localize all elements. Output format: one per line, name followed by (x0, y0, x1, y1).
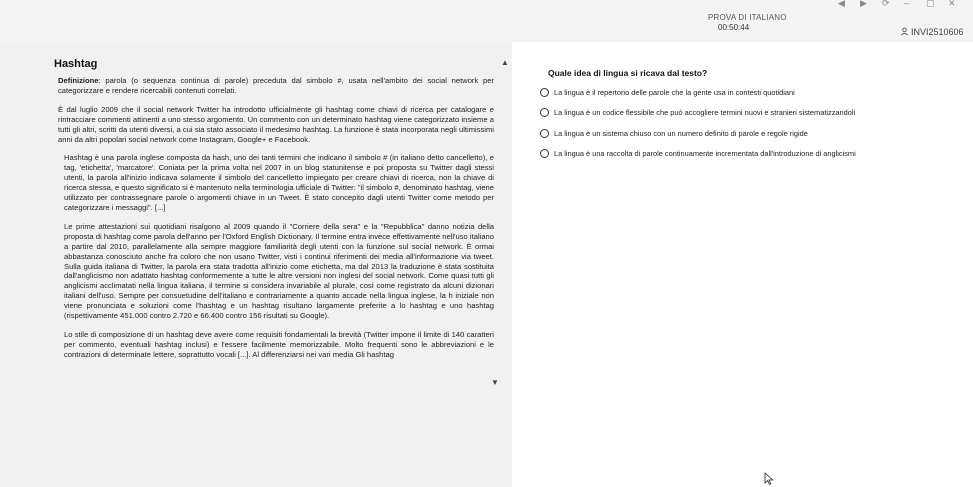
paragraph: Hashtag è una parola inglese composta da hash, uno dei tanti termini che indicano il simbolo # (in italiano detto cancelletto), e tag, 'etichetta', 'marcatore'. Coniata per la prima volta nel 2007 in un blog statunitense e poi proposta su Twitter dagli stessi utenti, la parola all'inizio indicava solamente il simbolo del cancelletto impiegato per creare chiavi di ricerca, non la chiave di ricerca stessa, e questo significato si è mantenuto nella terminologia ufficiale di Twitter: "il simbolo #, denominato hashtag, viene utilizzato per contrassegnare parole o argomenti chiave in un Tweet. È stato concepito dagli utenti Twitter come metodo per categorizzare i messaggi". [...] (64, 153, 495, 212)
paragraph (58, 76, 494, 96)
paragraph: Lo stile di composizione di un hashtag deve avere come requisiti fondamentali la brevità (Twitter impone il limite di 140 caratteri per commento, eventuali hashtag inclusi) e l'essere facilmente memorizzabile. Molto frequenti sono le abbreviazioni e le contrazioni di determinate lettere, soprattutto vocali [...]. Al differenziarsi nei vari media Gli hashtag (64, 329, 494, 359)
passage-title: Hashtag (54, 58, 98, 70)
answer-option[interactable] (540, 107, 960, 119)
answer-option-label: La lingua è un codice flessibile che può accogliere termini nuovi e stranieri sistematizzandoli (554, 108, 856, 117)
radio-button[interactable] (540, 129, 549, 138)
window-icon[interactable]: ▢ (926, 0, 935, 8)
question-text: Quale idea di lingua si ricava dal testo? (548, 68, 708, 78)
timer: 00:50:44 (718, 23, 750, 32)
answer-option[interactable] (540, 86, 960, 98)
radio-button[interactable] (540, 149, 549, 158)
exam-name: PROVA DI ITALIANO (708, 13, 787, 22)
paragraph: È dal luglio 2009 che il social network Twitter ha introdotto ufficialmente gli hashtag come chiavi di ricerca per catalogare e rintracciare commenti attinenti a uno stesso argomento. Un commento con un determinato hashtag viene categorizzato insieme a tutti gli altri, scritti da utenti diversi, a cui sia stato associato il medesimo hashtag. La funzione è stata incorporata negli ultimissimi anni da altri popolari social network come Instagram, Google+ e Facebook. (58, 104, 494, 144)
answer-option-label: La lingua è il repertorio delle parole che la gente usa in contesti quotidiani (554, 87, 795, 97)
user-id-text: INVI2510606 (911, 27, 964, 37)
passage-text (58, 76, 495, 394)
user-icon (900, 27, 909, 36)
mouse-cursor-icon (764, 472, 774, 485)
answer-options (540, 86, 960, 168)
top-bar (0, 0, 973, 42)
paragraph: Le prime attestazioni sui quotidiani risalgono al 2009 quando il "Corriere della sera" e la "Repubblica" danno notizia della proposta di hashtag come parola dell'anno per l'Oxford English Dictionary. Il termine entra invece effettivamente nell'uso italiano a partire dal 2010, parallelamente alla sempre maggiore familiarità degli utenti con la funzione sul social network. È ormai abbastanza conosciuto anche fra coloro che non usano Twitter, visti i continui riferimenti dei media all'informazione via tweet. Sulla guida italiana di Twitter, la parola era stata tradotta all'inizio come etichetta, ma dal 2013 la traduzione è stata sostituita dall'anglicismo non adattato hashtag conformemente a tutte le altre versioni non inglesi del social network. Come quasi tutti gli anglicismi acclimatati nella lingua italiana, il termine si considera invariabile al plurale, così come registrato da alcuni dizionari italiani dell'uso. Sempre per consuetudine dell'italiano e contrariamente a quanto accade nella lingua inglese, la h iniziale non viene pronunciata e soluzioni come l'hashtag e un hashtag risultano largamente preferite a lo hashtag e uno hashtag (rispettivamente 451.000 contro 2.720 e 66.400 contro 156 risultati su Google). (64, 221, 494, 321)
answer-option-label: La lingua è una raccolta di parole continuamente incrementata dall'introduzione di anglicismi (554, 149, 856, 158)
definition-text: : parola (o sequenza continua di parole) preceduta dal simbolo #, usata nell'ambito dei social network per categorizzare e rendere ricercabili contenuti correlati. (58, 76, 494, 95)
arrow-icon[interactable]: ▶ (860, 0, 867, 8)
definition-label: Definizione (58, 76, 99, 85)
scroll-down-icon[interactable]: ▼ (491, 378, 499, 387)
radio-button[interactable] (540, 108, 549, 117)
answer-option[interactable] (540, 148, 960, 160)
answer-option[interactable] (540, 127, 960, 139)
arrow-icon[interactable]: ◀ (838, 0, 845, 8)
refresh-icon[interactable]: ⟳ (882, 0, 890, 8)
radio-button[interactable] (540, 88, 549, 97)
answer-option-label: La lingua è un sistema chiuso con un numero definito di parole e regole rigide (554, 128, 808, 138)
user-id (900, 27, 964, 37)
scroll-up-icon[interactable]: ▲ (501, 58, 509, 67)
close-icon[interactable]: ✕ (948, 0, 956, 8)
minus-icon[interactable]: – (904, 0, 910, 8)
